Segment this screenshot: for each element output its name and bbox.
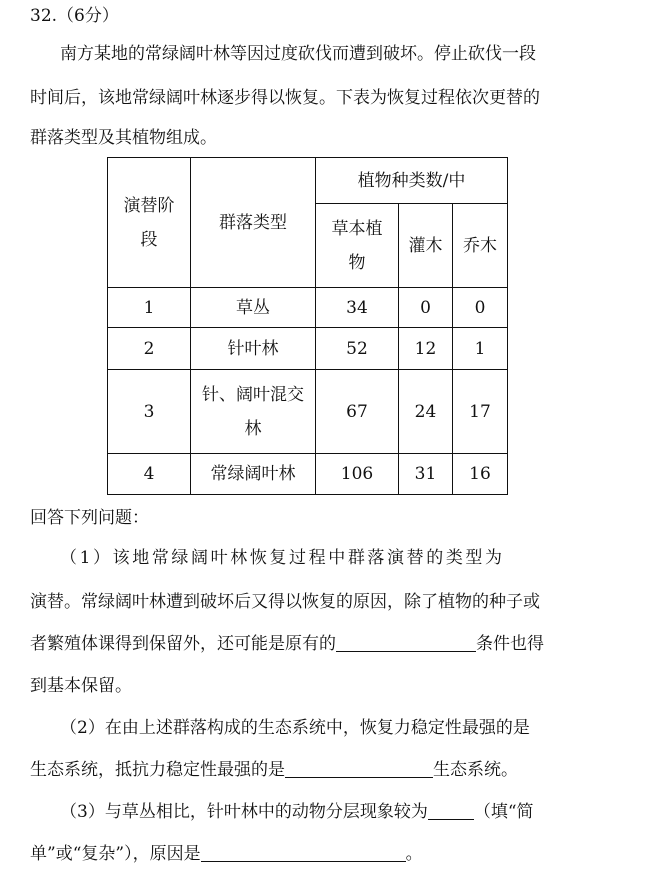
q1-line-3-text-b: 条件也得 [476,634,544,654]
q1-line-4: 到基本保留。 [30,676,132,696]
table-row [108,328,508,370]
q2-line-2 [30,758,518,782]
stage-cell: 3 [108,370,191,454]
herb-cell: 34 [316,288,399,328]
q3-line-2-text-b: 。 [405,844,423,864]
q2-line-2-text-b: 生态系统。 [433,760,518,780]
stage-header [108,158,191,288]
tree-cell: 1 [453,328,508,370]
question-number: 32.（6分） [30,6,119,26]
stage-header-line-1: 演替阶 [123,195,175,216]
q1-line-2: 演替。常绿阔叶林遭到破坏后又得以恢复的原因，除了植物的种子或 [30,592,540,612]
q3-line-1-text-a: （3）与草丛相比，针叶林中的动物分层现象较为 [60,802,428,822]
intro-line-3: 群落类型及其植物组成。 [30,128,217,148]
herb-header-line-2: 物 [348,252,366,273]
type-cell: 针叶林 [191,328,316,370]
q2-line-1: （2）在由上述群落构成的生态系统中，恢复力稳定性最强的是 [60,718,530,738]
q3-line-2 [30,842,423,866]
stage-cell: 4 [108,454,191,495]
q3-blank-2[interactable] [201,843,406,862]
shrub-cell: 31 [399,454,453,495]
tree-cell: 0 [453,288,508,328]
stage-header-line-2: 段 [140,229,158,250]
answer-prompt: 回答下列问题： [30,508,149,528]
succession-table [107,157,508,495]
shrub-cell: 24 [399,370,453,454]
herb-cell: 67 [316,370,399,454]
q1-line-3 [30,632,544,656]
stage-cell: 1 [108,288,191,328]
q1-blank-1[interactable] [336,633,476,652]
q2-line-2-text-a: 生态系统，抵抗力稳定性最强的是 [30,760,285,780]
table-row [108,288,508,328]
intro-line-2: 时间后，该地常绿阔叶林逐步得以恢复。下表为恢复过程依次更替的 [30,88,540,108]
herb-cell: 52 [316,328,399,370]
stage-cell: 2 [108,328,191,370]
type-header: 群落类型 [191,158,316,288]
q3-line-2-text-a: 单”或“复杂”），原因是 [30,844,201,864]
q2-blank-1[interactable] [285,759,433,778]
tree-header: 乔木 [453,204,508,288]
shrub-cell: 0 [399,288,453,328]
type-cell: 常绿阔叶林 [191,454,316,495]
table-row [108,454,508,495]
q3-blank-1[interactable] [428,801,474,820]
type-cell [191,370,316,454]
q1-line-1: （1）该地常绿阔叶林恢复过程中群落演替的类型为 [60,548,505,568]
shrub-header: 灌木 [399,204,453,288]
shrub-cell: 12 [399,328,453,370]
herb-header [316,204,399,288]
table-row [108,370,508,454]
q1-line-3-text-a: 者繁殖体课得到保留外，还可能是原有的 [30,634,336,654]
intro-line-1: 南方某地的常绿阔叶林等因过度砍伐而遭到破坏。停止砍伐一段 [60,44,536,64]
species-header: 植物种类数/中 [316,158,508,204]
type-cell: 草丛 [191,288,316,328]
q3-line-1-text-b: （填“简 [473,802,534,822]
herb-header-line-1: 草本植 [331,218,383,239]
tree-cell: 17 [453,370,508,454]
herb-cell: 106 [316,454,399,495]
type-cell-line-1: 针、阔叶混交 [202,384,304,405]
q3-line-1 [60,800,534,824]
type-cell-line-2: 林 [244,418,262,439]
tree-cell: 16 [453,454,508,495]
